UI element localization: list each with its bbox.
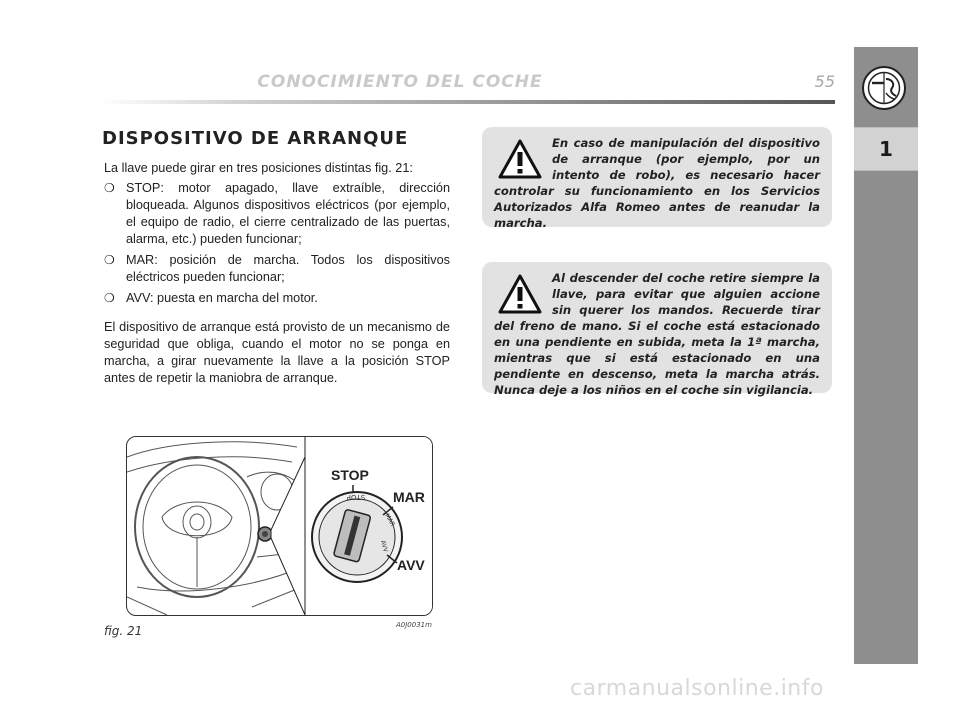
label-mar: MAR	[393, 489, 425, 505]
dial-engraving-avv: AVV	[379, 539, 389, 554]
alfa-romeo-logo-icon	[861, 65, 907, 111]
header-divider	[100, 100, 835, 104]
list-item	[104, 180, 450, 248]
chapter-header-title: CONOCIMIENTO DEL COCHE	[257, 72, 543, 92]
bullet-circle-icon: ❍	[104, 181, 115, 195]
key-positions-list	[104, 180, 450, 307]
bullet-circle-icon: ❍	[104, 253, 115, 267]
list-item	[104, 252, 450, 286]
warning-triangle-icon	[498, 139, 542, 179]
section-title: DISPOSITIVO DE ARRANQUE	[102, 128, 409, 149]
warning-box-leaving-car	[482, 262, 832, 397]
list-item-text: AVV: puesta en marcha del motor.	[126, 291, 318, 305]
intro-paragraph: La llave puede girar en tres posiciones distintas fig. 21:	[104, 161, 413, 175]
figure-code: A0J0031m	[396, 621, 432, 629]
dial-engraving-stop: STOP	[346, 493, 366, 501]
warning-text: En caso de manipulación del dispositivo de arranque (por ejemplo, por un intento de robo), es necesario hacer controlar su funcionamiento en los Servicios Autorizados Alfa Romeo antes de reanudar la marcha.	[494, 136, 820, 230]
list-item-text: STOP: motor apagado, llave extraíble, dirección bloqueada. Algunos dispositivos eléctricos (por ejemplo, el equipo de radio, el cierre centralizado de las puertas, alarma, etc.) pueden funcionar;	[126, 181, 450, 246]
list-item	[104, 290, 450, 307]
label-avv: AVV	[397, 557, 425, 573]
page-number: 55	[814, 72, 835, 91]
section-body	[104, 160, 450, 387]
bullet-circle-icon: ❍	[104, 291, 115, 305]
warning-text: Al descender del coche retire siempre la llave, para evitar que alguien accione sin querer los mandos. Recuerde tirar del freno de mano. Si el coche está estacionado en una pendiente en subida, meta la 1ª marcha, mientras que si está estacionado en una pendiente en descenso, meta la marcha atrás. Nunca deje a los niños en el coche sin vigilancia.	[494, 271, 820, 397]
chapter-tab-number[interactable]: 1	[854, 128, 918, 170]
warning-triangle-icon	[498, 274, 542, 314]
figure-caption: fig. 21	[104, 624, 143, 638]
dial-engraving-mar: MAR	[383, 512, 397, 528]
warning-box-tampering	[482, 127, 832, 230]
closing-paragraph: El dispositivo de arranque está provisto de un mecanismo de seguridad que obliga, cuando el motor no se ponga en marcha, a girar nuevamente la llave a la posición STOP antes de repetir la maniobra de arranque.	[104, 320, 450, 385]
ignition-figure	[126, 436, 433, 616]
label-stop: STOP	[331, 467, 369, 483]
list-item-text: MAR: posición de marcha. Todos los dispositivos eléctricos pueden funcionar;	[126, 253, 450, 284]
side-tab-line-bottom	[854, 170, 918, 171]
ignition-illustration	[127, 437, 432, 615]
watermark-text: carmanualsonline.info	[570, 676, 824, 701]
